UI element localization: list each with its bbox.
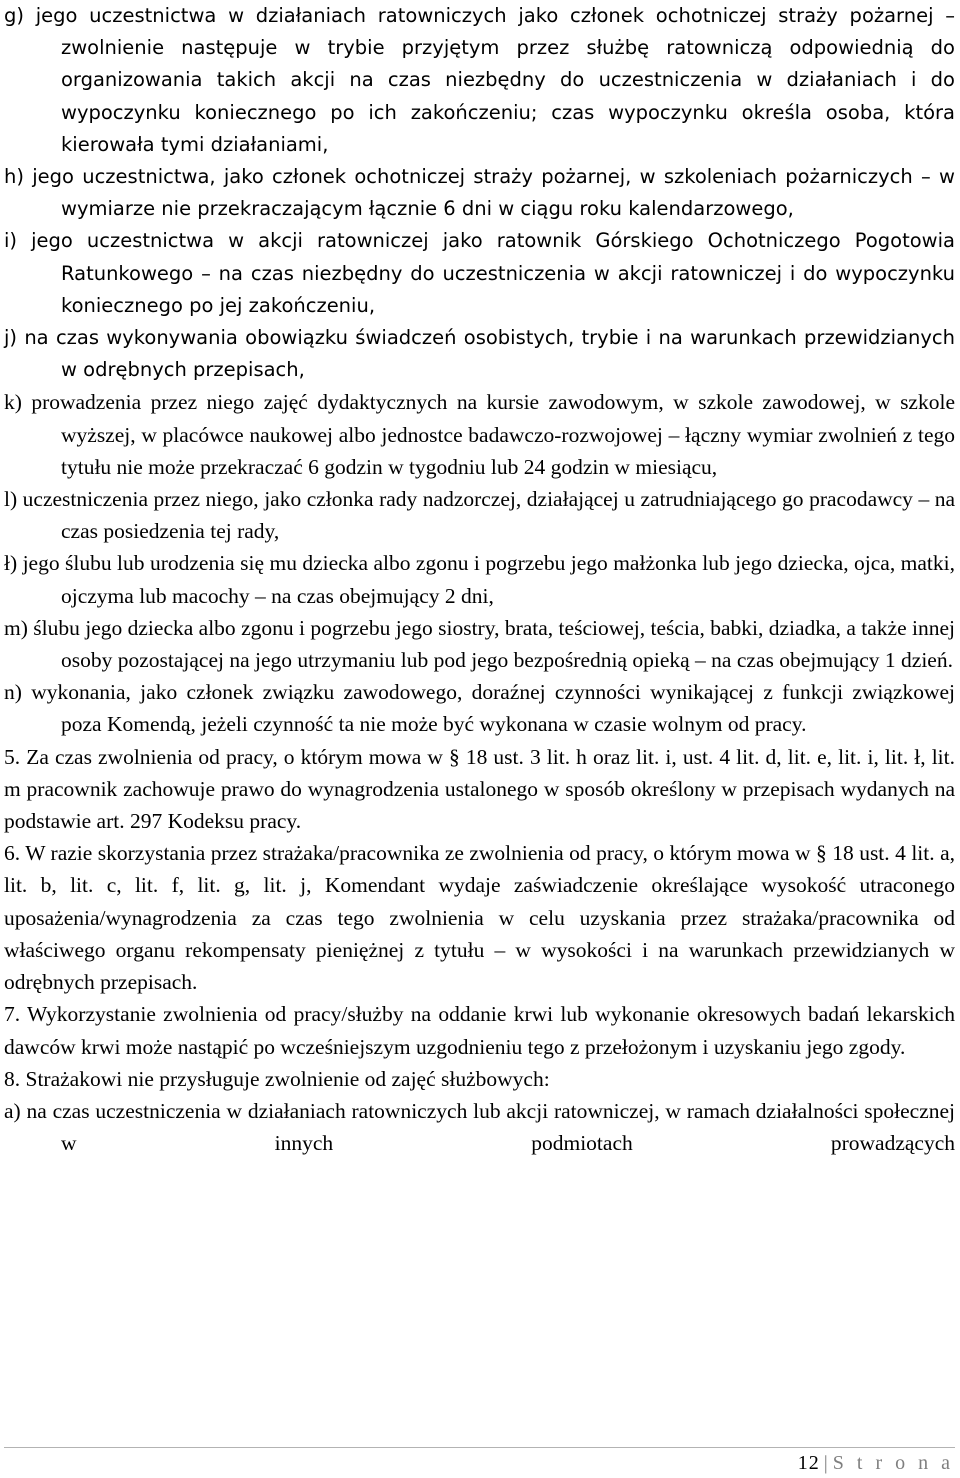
section-6: 6. W razie skorzystania przez strażaka/pracownika ze zwolnienia od pracy, o którym mowa w § 18 ust. 4 lit. a, lit. b, lit. c, lit. f, lit. g, lit. j, Komendant wydaje zaświadczenie określające wysokość utraconego uposażenia/wynagrodzenia za czas tego zwolnienia w celu uzyskania przez strażaka/pracownika od właściwego organu rekompensaty pieniężnej z tytułu – w wysokości i na warunkach przewidzianych w odrębnych przepisach. — [4, 841, 955, 995]
item-g: g) jego uczestnictwa w działaniach ratowniczych jako członek ochotniczej straży pożarnej – zwolnienie następuje w trybie przyjętym przez służbę ratowniczą odpowiednią do organizowania takich akcji na czas niezbędny do uczestniczenia w działaniach i do wypoczynku koniecznego po ich zakończeniu; czas wypoczynku określa osoba, która kierowała tymi działaniami, — [4, 4, 955, 156]
section-8: 8. Strażakowi nie przysługuje zwolnienie od zajęć służbowych: — [4, 1066, 550, 1091]
item-l-stroke: ł) jego ślubu lub urodzenia się mu dziecka albo zgonu i pogrzebu jego małżonka lub jego dziecka, ojca, matki, ojczyma lub macochy – na czas obejmujący 2 dni, — [4, 551, 955, 608]
page-label: S t r o n a — [832, 1452, 954, 1474]
section-5: 5. Za czas zwolnienia od pracy, o którym mowa w § 18 ust. 3 lit. h oraz lit. i, ust. 4 lit. d, lit. e, lit. i, lit. ł, lit. m pracownik zachowuje prawo do wynagrodzenia ustalonego w sposób określony w przepisach wydanych na podstawie art. 297 Kodeksu pracy. — [4, 744, 955, 834]
item-k: k) prowadzenia przez niego zajęć dydaktycznych na kursie zawodowym, w szkole zawodowej, w szkole wyższej, w placówce naukowej albo jednostce badawczo-rozwojowej – łączny wymiar zwolnień z tego tytułu nie może przekraczać 6 godzin w tygodniu lub 24 godzin w miesiącu, — [4, 390, 955, 479]
document-page — [4, 0, 955, 1476]
item-m: m) ślubu jego dziecka albo zgonu i pogrzebu jego siostry, brata, teściowej, teścia, babki, dziadka, a także innej osoby pozostającej na jego utrzymaniu lub pod jego bezpośrednią opieką – na czas obejmujący 1 dzień. — [4, 615, 955, 673]
section-7: 7. Wykorzystanie zwolnienia od pracy/służby na oddanie krwi lub wykonanie okresowych badań lekarskich dawców krwi może nastąpić po wcześniejszym uzgodnieniu tego z przełożonym i uzyskaniu jego zgody. — [4, 1002, 955, 1059]
footer-separator: | — [823, 1452, 829, 1474]
item-j: j) na czas wykonywania obowiązku świadczeń osobistych, trybie i na warunkach przewidzianych w odrębnych przepisach, — [4, 326, 955, 382]
item-h: h) jego uczestnictwa, jako członek ochotniczej straży pożarnej, w szkoleniach pożarniczych – w wymiarze nie przekraczającym łącznie 6 dni w ciągu roku kalendarzowego, — [4, 165, 955, 221]
item-n: n) wykonania, jako członek związku zawodowego, doraźnej czynności wynikającej z funkcji związkowej poza Komendą, jeżeli czynność ta nie może być wykonana w czasie wolnym od pracy. — [4, 680, 955, 737]
item-l: l) uczestniczenia przez niego, jako członka rady nadzorczej, działającej u zatrudniającego go pracodawcy – na czas posiedzenia tej rady, — [4, 487, 955, 544]
page-footer — [798, 1448, 954, 1478]
page-number: 12 — [797, 1452, 820, 1474]
item-i: i) jego uczestnictwa w akcji ratowniczej jako ratownik Górskiego Ochotniczego Pogotowia Ratunkowego – na czas niezbędny do uczestniczenia w akcji ratowniczej i do wypoczynku koniecznego po jej zakończeniu, — [4, 229, 955, 317]
section-8-item-a: a) na czas uczestniczenia w działaniach ratowniczych lub akcji ratowniczej, w ramach działalności społecznej w innych podmiotach prowadzących — [4, 1098, 955, 1156]
